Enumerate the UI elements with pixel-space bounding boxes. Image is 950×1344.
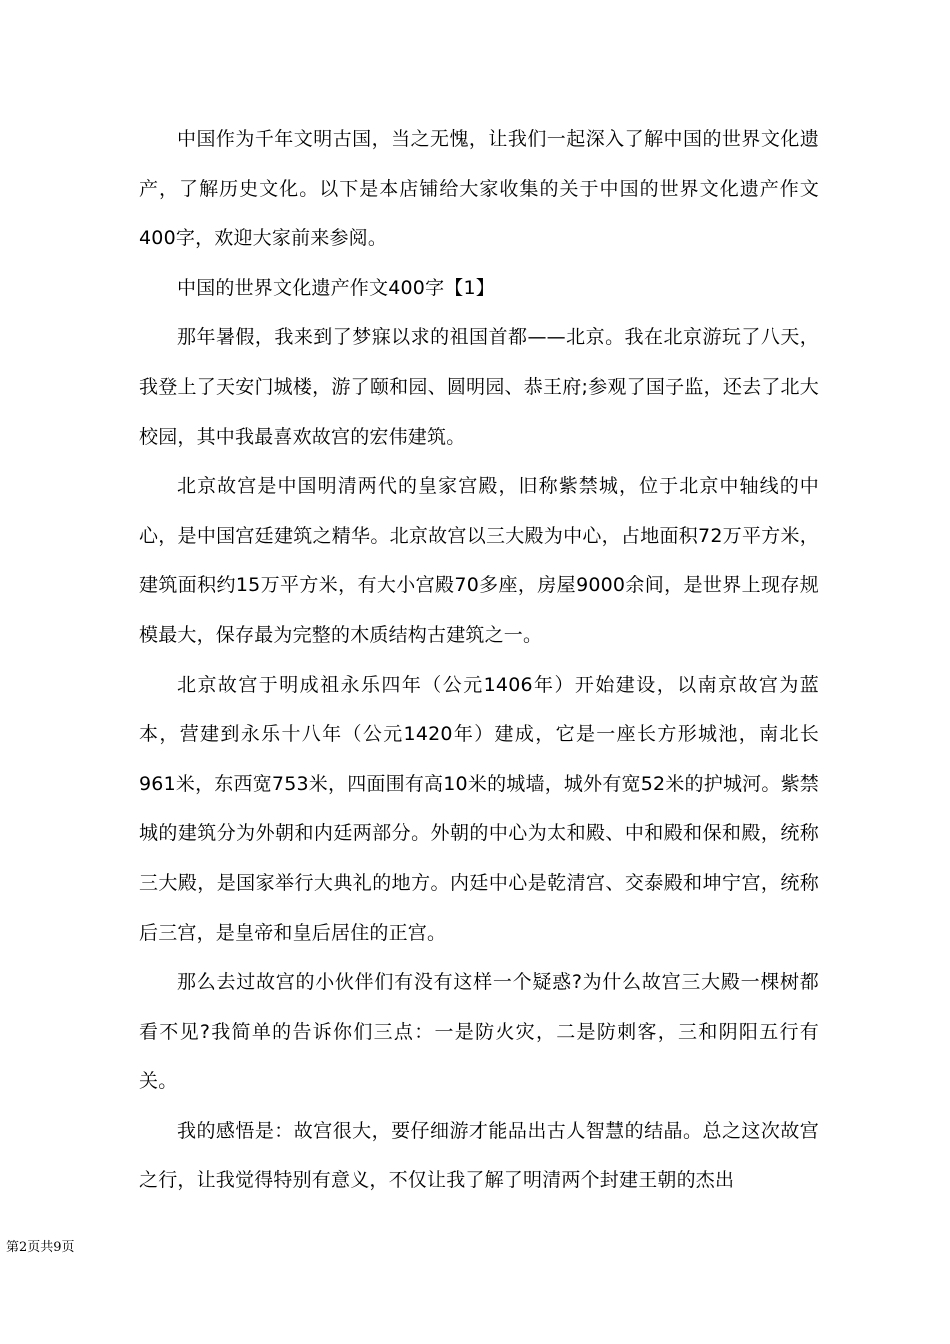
essay-heading: 中国的世界文化遗产作文400字【1】 [177, 276, 495, 299]
body-paragraph-history: 北京故宫于明成祖永乐四年（公元1406年）开始建设，以南京故宫为蓝本，营建到永乐十八年（公元1420年）建成，它是一座长方形城池，南北长961米，东西宽753米，四面围有高10米的城墙，城外有宽52米的护城河。紫禁城的建筑分为外朝和内廷两部分。外朝的中心为太和殿、中和殿和保和殿，统称三大殿，是国家举行大典礼的地方。内廷中心是乾清宫、交泰殿和坤宁宫，统称后三宫，是皇帝和皇后居住的正宫。 [139, 673, 819, 944]
body-paragraph-summer: 那年暑假，我来到了梦寐以求的祖国首都——北京。我在北京游玩了八天，我登上了天安门城楼，游了颐和园、圆明园、恭王府;参观了国子监，还去了北大校园，其中我最喜欢故宫的宏伟建筑。 [139, 326, 819, 448]
intro-paragraph: 中国作为千年文明古国，当之无愧，让我们一起深入了解中国的世界文化遗产，了解历史文化。以下是本店铺给大家收集的关于中国的世界文化遗产作文400字，欢迎大家前来参阅。 [139, 128, 819, 250]
body-paragraph-forbidden-city: 北京故宫是中国明清两代的皇家宫殿，旧称紫禁城，位于北京中轴线的中心，是中国宫廷建筑之精华。北京故宫以三大殿为中心，占地面积72万平方米，建筑面积约15万平方米，有大小宫殿70多座，房屋9000余间，是世界上现存规模最大，保存最为完整的木质结构古建筑之一。 [139, 475, 819, 646]
page-number-footer: 第2页共9页 [6, 1240, 75, 1255]
document-body [139, 115, 819, 1206]
body-paragraph-question: 那么去过故宫的小伙伴们有没有这样一个疑惑?为什么故宫三大殿一棵树都看不见?我简单的告诉你们三点：一是防火灾，二是防刺客，三和阴阳五行有关。 [139, 971, 819, 1093]
body-paragraph-reflection: 我的感悟是：故宫很大，要仔细游才能品出古人智慧的结晶。总之这次故宫之行，让我觉得特别有意义，不仅让我了解了明清两个封建王朝的杰出 [139, 1119, 819, 1192]
